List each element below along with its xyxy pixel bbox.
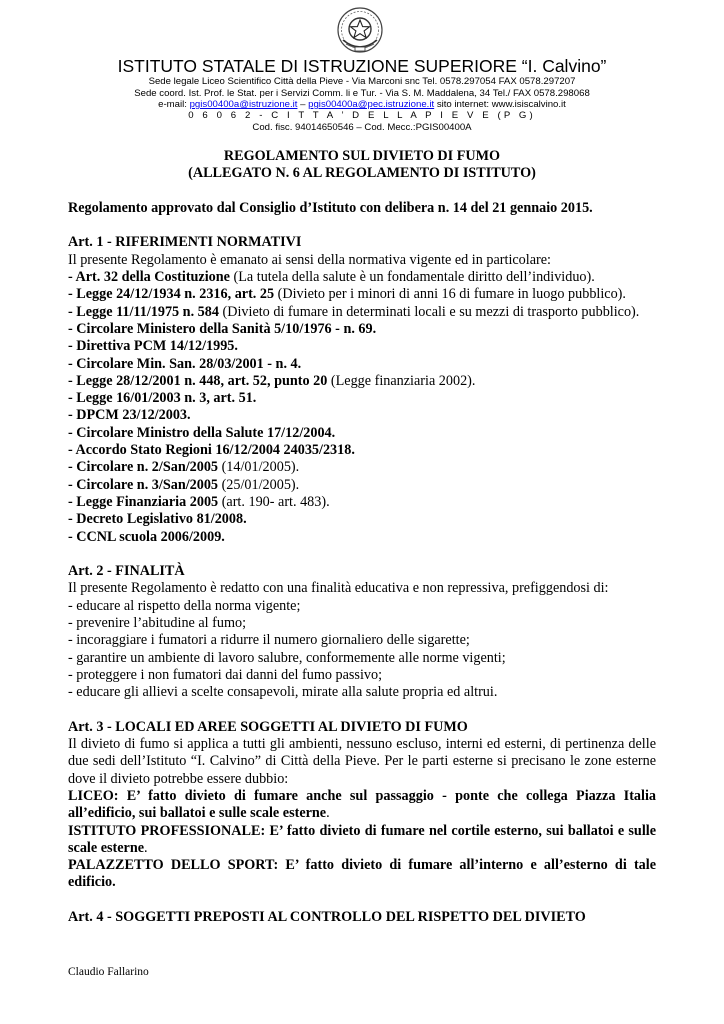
footer-author: Claudio Fallarino	[68, 966, 149, 978]
list-item: - Art. 32 della Costituzione (La tutela della salute è un fondamentale diritto dell’individuo).	[68, 269, 595, 286]
list-item: - Legge 16/01/2003 n. 3, art. 51.	[68, 390, 257, 407]
list-item: - incoraggiare i fumatori a ridurre il numero giornaliero delle sigarette;	[68, 632, 470, 649]
school-codes: Cod. fisc. 94014650546 – Cod. Mecc.:PGIS00400A	[252, 122, 472, 133]
list-item: - Circolare n. 2/San/2005 (14/01/2005).	[68, 459, 300, 476]
website-text: sito internet: www.isiscalvino.it	[434, 99, 566, 110]
list-item: - Circolare Min. San. 28/03/2001 - n. 4.	[68, 355, 302, 372]
school-name: ISTITUTO STATALE DI ISTRUZIONE SUPERIORE “I. Calvino”	[117, 56, 607, 76]
list-item: - educare gli allievi a scelte consapevoli, mirate alla salute propria ed altrui.	[68, 684, 498, 701]
email-link-istruzione[interactable]: pgis00400a@istruzione.it	[189, 99, 298, 110]
list-item: - Legge Finanziaria 2005 (art. 190- art. 483).	[68, 493, 330, 510]
list-item: - Legge 28/12/2001 n. 448, art. 52, punto 20 (Legge finanziaria 2002).	[68, 372, 476, 389]
email-separator: –	[297, 99, 309, 110]
list-item: - educare al rispetto della norma vigente;	[68, 597, 301, 614]
list-item: - Legge 11/11/1975 n. 584 (Divieto di fumare in determinati locali e su mezzi di trasporto pubblico).	[68, 303, 640, 320]
postal-address: 0 6 0 6 2 - C I T T A ’ D E L L A P I E V E (P G)	[188, 110, 536, 121]
art3-intro: Il divieto di fumo si applica a tutti gli ambienti, nessuno escluso, interni ed esterni, di pertinenza delle due sedi dell’Istituto “I. Calvino” di Città della Pieve. Per le parti esterne si precisano le zone esterne dove il divieto potrebbe essere dubbio:	[68, 736, 656, 787]
list-item: - Accordo Stato Regioni 16/12/2004 24035/2318.	[68, 442, 355, 459]
list-item: - prevenire l’abitudine al fumo;	[68, 615, 247, 632]
list-item: - Circolare n. 3/San/2005 (25/01/2005).	[68, 476, 300, 493]
legal-seat-line: Sede legale Liceo Scientifico Città della Pieve - Via Marconi snc Tel. 0578.297054 FAX 0578.297207	[148, 76, 576, 87]
art3-professionale: ISTITUTO PROFESSIONALE: E’ fatto divieto di fumare nel cortile esterno, sui ballatoi e sulle scale esterne.	[68, 822, 656, 856]
list-item: - Legge 24/12/1934 n. 2316, art. 25 (Divieto per i minori di anni 16 di fumare in luogo pubblico).	[68, 286, 626, 303]
art2-heading: Art. 2 - FINALITÀ	[68, 563, 185, 580]
art1-heading: Art. 1 - RIFERIMENTI NORMATIVI	[68, 234, 302, 251]
list-item: - Circolare Ministro della Salute 17/12/2004.	[68, 424, 336, 441]
list-item: - Decreto Legislativo 81/2008.	[68, 511, 247, 528]
document-body	[68, 148, 656, 926]
art4-heading: Art. 4 - SOGGETTI PREPOSTI AL CONTROLLO DEL RISPETTO DEL DIVIETO	[68, 909, 586, 926]
art2-intro: Il presente Regolamento è redatto con una finalità educativa e non repressiva, prefiggendosi di:	[68, 580, 609, 597]
list-item: - Direttiva PCM 14/12/1995.	[68, 338, 238, 355]
list-item: - CCNL scuola 2006/2009.	[68, 528, 225, 545]
list-item: - garantire un ambiente di lavoro salubre, conformemente alle norme vigenti;	[68, 649, 506, 666]
art1-intro: Il presente Regolamento è emanato ai sensi della normativa vigente ed in particolare:	[68, 251, 551, 268]
approval-note: Regolamento approvato dal Consiglio d’Istituto con delibera n. 14 del 21 gennaio 2015.	[68, 199, 593, 216]
coordinated-seat-line: Sede coord. Ist. Prof. le Stat. per i Servizi Comm. li e Tur. - Via S. M. Maddalena, 34 Tel./ FAX 0578.298068	[134, 88, 590, 99]
document-subtitle: (ALLEGATO N. 6 AL REGOLAMENTO DI ISTITUTO)	[188, 165, 536, 182]
italian-republic-emblem-icon	[335, 6, 385, 56]
list-item: - DPCM 23/12/2003.	[68, 407, 191, 424]
email-label: e-mail:	[158, 99, 190, 110]
art3-heading: Art. 3 - LOCALI ED AREE SOGGETTI AL DIVIETO DI FUMO	[68, 718, 468, 735]
list-item: - Circolare Ministero della Sanità 5/10/1976 - n. 69.	[68, 320, 377, 337]
list-item: - proteggere i non fumatori dai danni del fumo passivo;	[68, 666, 383, 683]
art3-palazzetto: PALAZZETTO DELLO SPORT: E’ fatto divieto di fumare all’interno e all’esterno di tale edificio.	[68, 857, 656, 891]
contacts-line	[0, 99, 724, 111]
art3-liceo: LICEO: E’ fatto divieto di fumare anche sul passaggio - ponte che collega Piazza Italia all’edificio, sui ballatoi e sulle scale esterne.	[68, 787, 656, 822]
document-title: REGOLAMENTO SUL DIVIETO DI FUMO	[223, 148, 501, 164]
email-link-pec[interactable]: pgis00400a@pec.istruzione.it	[308, 99, 435, 110]
